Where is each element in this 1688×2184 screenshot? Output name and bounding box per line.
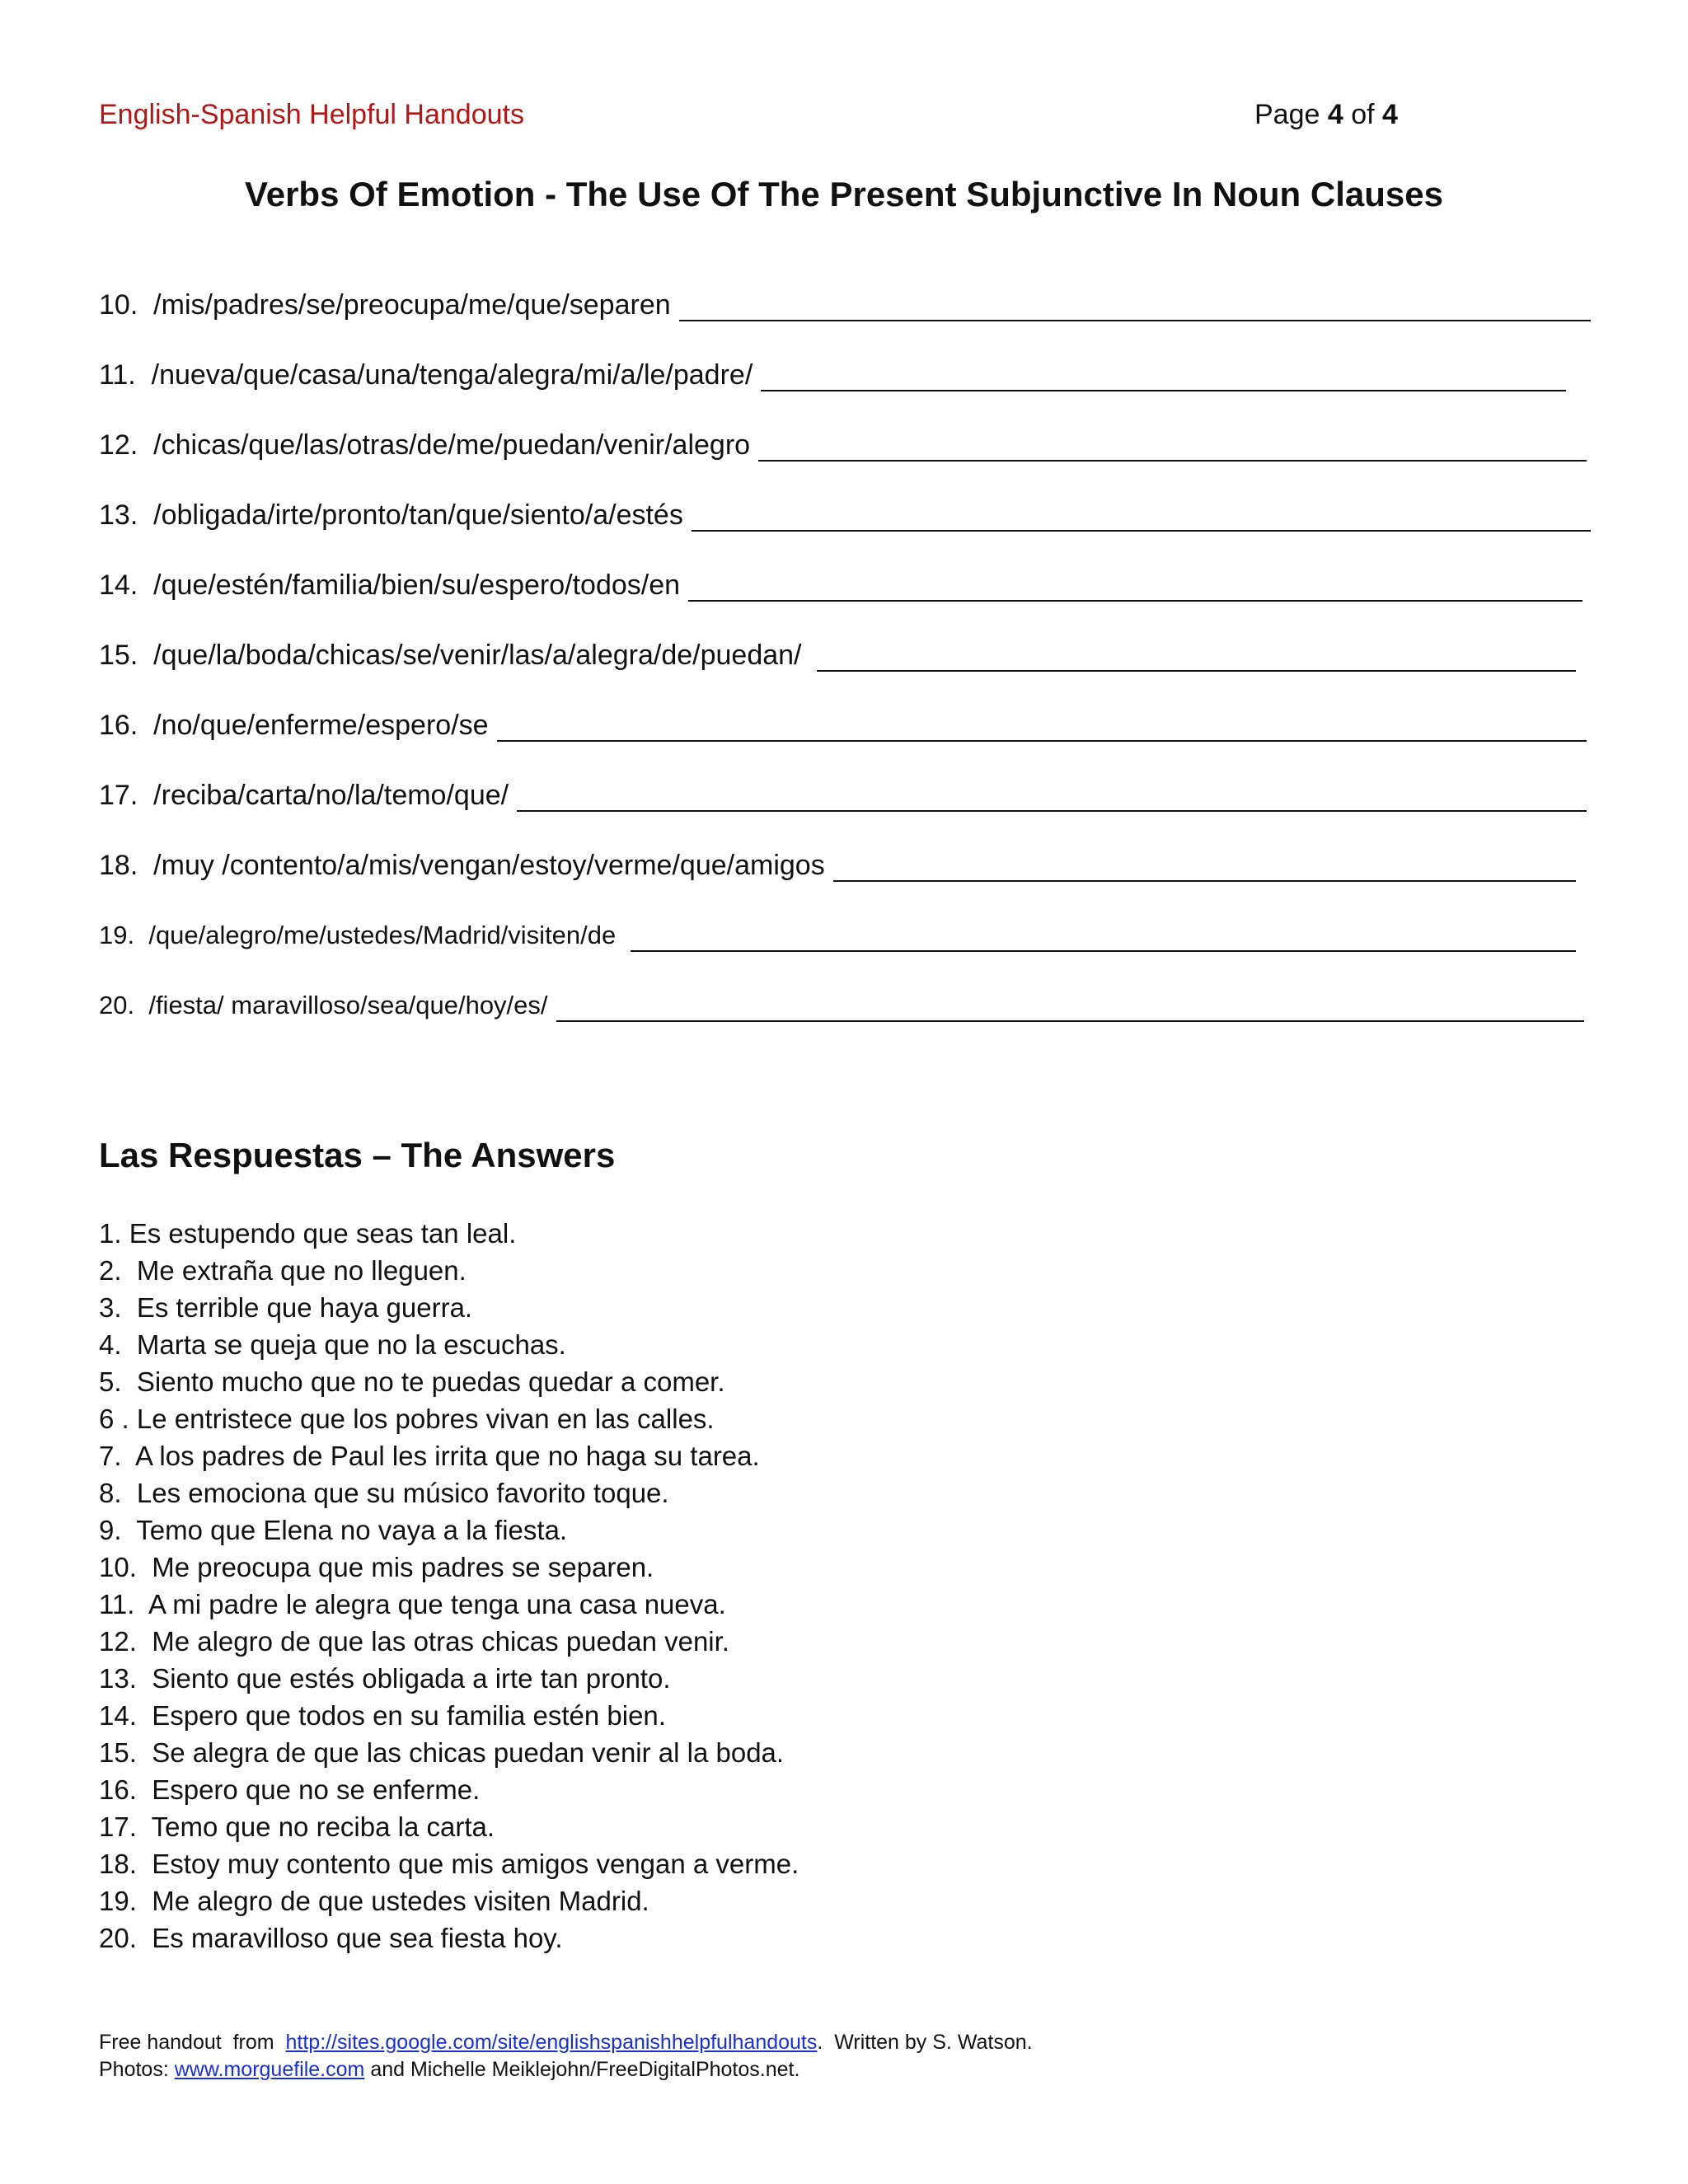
- footer-line-1: [99, 2029, 1033, 2056]
- answer-line[interactable]: [517, 785, 1587, 812]
- handouts-site-link[interactable]: http://sites.google.com/site/englishspanishhelpfulhandouts: [285, 2031, 818, 2054]
- footer-author: . Written by S. Watson.: [817, 2031, 1033, 2054]
- page-number: [1254, 99, 1398, 131]
- answers-heading: Las Respuestas – The Answers: [99, 1136, 616, 1174]
- answer-item: 6 . Le entristece que los pobres vivan en las calles.: [99, 1404, 715, 1434]
- answer-line[interactable]: [679, 295, 1591, 321]
- exercise-number: 16.: [99, 710, 154, 741]
- answer-item: 18. Estoy muy contento que mis amigos vengan a verme.: [99, 1849, 799, 1879]
- exercise-prompt: /mis/padres/se/preocupa/me/que/separen: [153, 289, 671, 321]
- exercise-number: 14.: [99, 569, 154, 601]
- answer-line[interactable]: [833, 855, 1576, 882]
- answer-item: 2. Me extraña que no lleguen.: [99, 1255, 467, 1286]
- exercise-prompt: /no/que/enferme/espero/se: [153, 710, 489, 741]
- exercise-item: [99, 639, 1576, 672]
- footer-prefix: Free handout from: [99, 2031, 286, 2054]
- exercise-prompt: /que/la/boda/chicas/se/venir/las/a/alegra/de/puedan/: [153, 640, 802, 671]
- exercise-prompt: /fiesta/ maravilloso/sea/que/hoy/es/: [148, 991, 548, 1019]
- answer-line[interactable]: [761, 365, 1566, 391]
- answer-line[interactable]: [631, 926, 1576, 952]
- exercise-number: 10.: [99, 289, 154, 321]
- exercise-item: [99, 429, 1587, 462]
- footer-line-2: [99, 2056, 1033, 2083]
- answer-line[interactable]: [758, 435, 1587, 462]
- exercise-number: 12.: [99, 429, 154, 461]
- morguefile-link[interactable]: www.morguefile.com: [174, 2058, 365, 2081]
- answer-item: 16. Espero que no se enferme.: [99, 1774, 481, 1805]
- answer-item: 20. Es maravilloso que sea fiesta hoy.: [99, 1923, 563, 1953]
- answer-item: 5. Siento mucho que no te puedas quedar a comer.: [99, 1366, 725, 1397]
- exercise-item: [99, 359, 1566, 391]
- exercise-prompt: /obligada/irte/pronto/tan/que/siento/a/estés: [153, 499, 683, 531]
- exercise-number: 20.: [99, 991, 149, 1019]
- exercise-prompt: /nueva/que/casa/una/tenga/alegra/mi/a/le/padre/: [151, 359, 753, 391]
- exercise-prompt: /que/estén/familia/bien/su/espero/todos/en: [153, 569, 681, 601]
- answer-item: 8. Les emociona que su músico favorito toque.: [99, 1478, 669, 1508]
- exercise-number: 19.: [99, 921, 149, 949]
- exercise-number: 13.: [99, 499, 154, 531]
- exercise-number: 15.: [99, 640, 154, 671]
- answer-line[interactable]: [688, 575, 1582, 602]
- footer: [99, 2029, 1033, 2083]
- exercise-number: 11.: [99, 359, 152, 391]
- exercise-item: [99, 569, 1582, 602]
- exercise-number: 17.: [99, 780, 154, 811]
- answer-item: 14. Espero que todos en su familia estén bien.: [99, 1700, 666, 1731]
- answers-list: [99, 1215, 799, 1957]
- exercise-item: [99, 709, 1587, 742]
- answer-item: 1. Es estupendo que seas tan leal.: [99, 1218, 517, 1249]
- page-current: 4: [1327, 99, 1343, 130]
- answer-item: 13. Siento que estés obligada a irte tan pronto.: [99, 1663, 671, 1694]
- page-prefix: Page: [1254, 99, 1328, 130]
- answer-item: 11. A mi padre le alegra que tenga una casa nueva.: [99, 1589, 726, 1619]
- exercise-prompt: /que/alegro/me/ustedes/Madrid/visiten/de: [148, 921, 617, 949]
- answer-item: 3. Es terrible que haya guerra.: [99, 1292, 473, 1323]
- answer-line[interactable]: [556, 996, 1584, 1022]
- answer-line[interactable]: [692, 505, 1591, 532]
- answer-item: 9. Temo que Elena no vaya a la fiesta.: [99, 1515, 568, 1545]
- exercise-prompt: /muy /contento/a/mis/vengan/estoy/verme/que/amigos: [153, 850, 825, 881]
- answer-item: 10. Me preocupa que mis padres se separen.: [99, 1552, 654, 1582]
- answer-item: 4. Marta se queja que no la escuchas.: [99, 1329, 566, 1360]
- exercise-item: [99, 499, 1591, 532]
- exercise-item: [99, 779, 1587, 812]
- exercise-item: [99, 849, 1576, 882]
- answer-item: 12. Me alegro de que las otras chicas puedan venir.: [99, 1626, 729, 1657]
- photos-credit: and Michelle Meiklejohn/FreeDigitalPhotos.net.: [364, 2058, 800, 2081]
- answer-line[interactable]: [817, 645, 1577, 672]
- exercise-prompt: /reciba/carta/no/la/temo/que/: [153, 780, 509, 811]
- answer-item: 19. Me alegro de que ustedes visiten Madrid.: [99, 1886, 649, 1916]
- page-of: of: [1343, 99, 1383, 130]
- exercise-item: [99, 919, 1576, 952]
- answer-item: 15. Se alegra de que las chicas puedan venir al la boda.: [99, 1737, 785, 1768]
- answer-item: 7. A los padres de Paul les irrita que no haga su tarea.: [99, 1441, 760, 1471]
- photos-prefix: Photos:: [99, 2058, 175, 2081]
- page-title: Verbs Of Emotion - The Use Of The Present Subjunctive In Noun Clauses: [245, 175, 1443, 213]
- exercise-item: [99, 989, 1584, 1022]
- exercise-prompt: /chicas/que/las/otras/de/me/puedan/venir/alegro: [153, 429, 751, 461]
- answer-line[interactable]: [497, 715, 1587, 742]
- page-total: 4: [1382, 99, 1398, 130]
- exercise-number: 18.: [99, 850, 154, 881]
- exercise-item: [99, 288, 1591, 321]
- answer-item: 17. Temo que no reciba la carta.: [99, 1811, 495, 1842]
- site-name-header: English-Spanish Helpful Handouts: [99, 99, 524, 130]
